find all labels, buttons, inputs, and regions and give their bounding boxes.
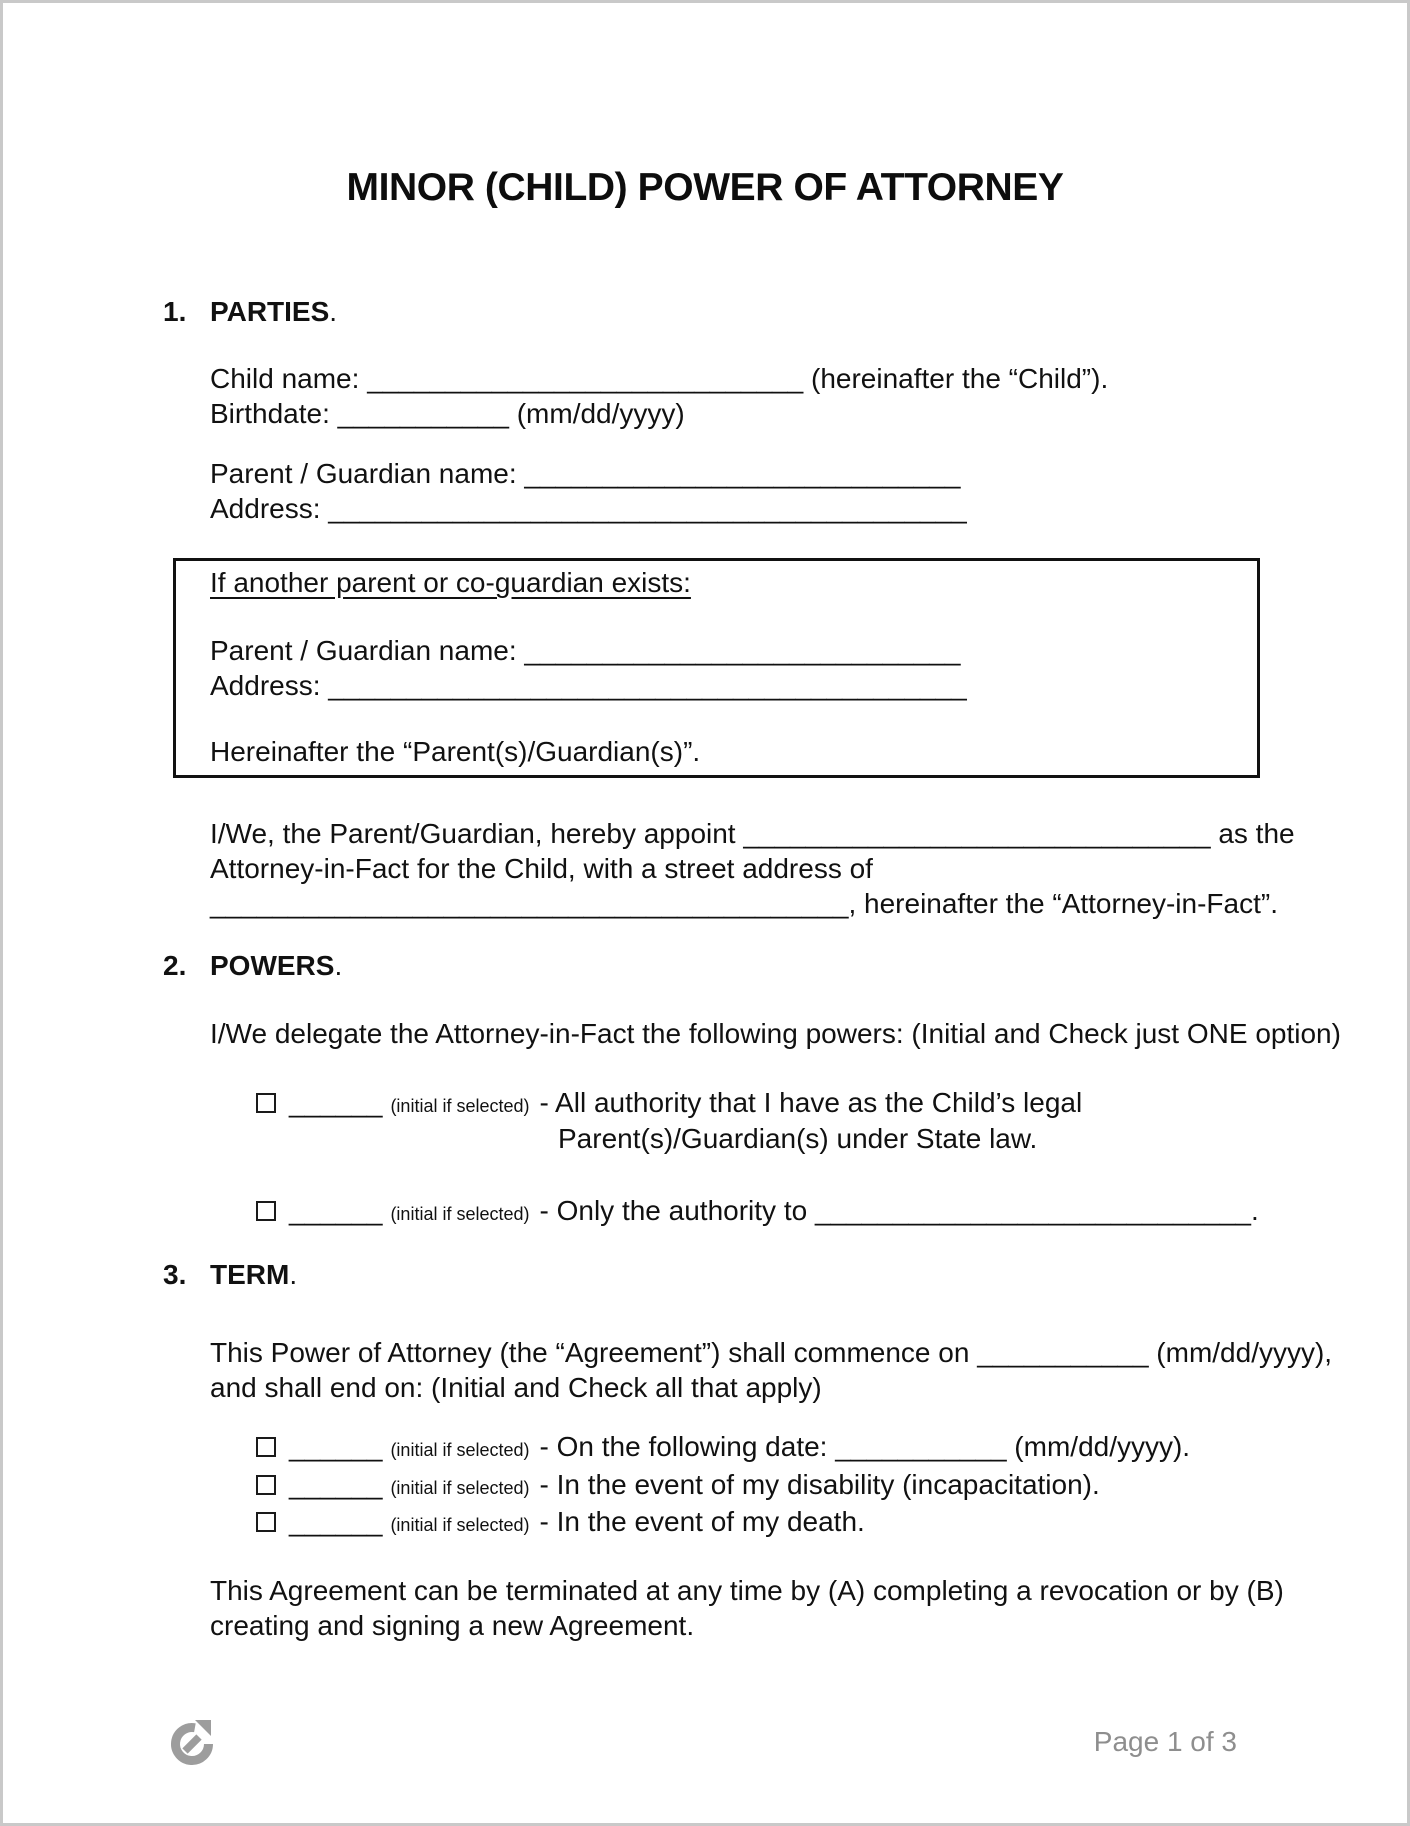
parent-guardian-name-line <box>210 456 960 491</box>
co-guardian-name-label: Parent / Guardian name: <box>210 635 525 666</box>
co-guardian-address-label: Address: <box>210 670 329 701</box>
birthdate-suffix: (mm/dd/yyyy) <box>508 398 685 429</box>
birthdate-line <box>210 396 685 431</box>
birthdate-label: Birthdate: <box>210 398 338 429</box>
section-powers-title: POWERS <box>210 950 335 981</box>
parent-guardian-address-line <box>210 491 967 526</box>
page-indicator: Page 1 of 3 <box>1093 1726 1237 1757</box>
section-term-heading <box>163 1257 297 1292</box>
death-initial-note: (initial if selected) <box>390 1515 530 1535</box>
all-authority-checkbox[interactable] <box>256 1093 276 1113</box>
circular-arrow-logo-icon <box>169 1753 215 1770</box>
eforms-logo <box>169 1716 215 1771</box>
end-date-text: - On the following date: <box>539 1431 836 1462</box>
attorney-in-fact-name-field[interactable]: ______________________________ <box>743 818 1211 849</box>
termination-paragraph-line2 <box>210 1608 694 1643</box>
appointment-line-2 <box>210 851 873 886</box>
appointment-line-3 <box>210 886 1278 921</box>
end-date-field[interactable]: ___________ <box>835 1431 1007 1462</box>
parents-guardians-hereinafter-text: Hereinafter the “Parent(s)/Guardian(s)”. <box>210 736 701 767</box>
death-initials-field[interactable]: ______ <box>289 1506 383 1537</box>
all-authority-initial-note: (initial if selected) <box>390 1096 530 1116</box>
option-death-row <box>256 1504 865 1543</box>
disability-initials-field[interactable]: ______ <box>289 1469 383 1500</box>
co-guardian-address-field[interactable]: _________________________________________ <box>328 670 967 701</box>
term-commencement-line <box>210 1335 1332 1370</box>
appointment-line-2-text: Attorney-in-Fact for the Child, with a street address of <box>210 853 873 884</box>
co-guardian-box-title <box>210 565 691 600</box>
termination-text-line2: creating and signing a new Agreement. <box>210 1610 695 1641</box>
co-guardian-box-title-text: If another parent or co-guardian exists: <box>210 567 691 598</box>
co-guardian-address-line <box>210 668 967 703</box>
section-parties-title: PARTIES <box>210 296 330 327</box>
all-authority-text-line2: Parent(s)/Guardian(s) under State law. <box>558 1123 1038 1154</box>
appointment-line-1 <box>210 816 1295 851</box>
birthdate-field[interactable]: ___________ <box>337 398 509 429</box>
section-parties-period: . <box>329 296 338 327</box>
child-name-label: Child name: <box>210 363 368 394</box>
appointment-pre-text: I/We, the Parent/Guardian, hereby appoint <box>210 818 744 849</box>
child-name-suffix: (hereinafter the “Child”). <box>803 363 1109 394</box>
death-checkbox[interactable] <box>256 1512 276 1532</box>
all-authority-text: - All authority that I have as the Child’s legal <box>539 1087 1083 1118</box>
section-term-number: 3. <box>163 1259 187 1290</box>
child-name-field[interactable]: ____________________________ <box>367 363 804 394</box>
term-commencement-pre: This Power of Attorney (the “Agreement”) shall commence on <box>210 1337 978 1368</box>
section-powers-period: . <box>334 950 343 981</box>
appointment-line-3-text: , hereinafter the “Attorney-in-Fact”. <box>848 888 1278 919</box>
disability-checkbox[interactable] <box>256 1475 276 1495</box>
all-authority-initials-field[interactable]: ______ <box>289 1087 383 1118</box>
termination-text-line1: This Agreement can be terminated at any time by (A) completing a revocation or by (B) <box>210 1575 1284 1606</box>
disability-initial-note: (initial if selected) <box>390 1478 530 1498</box>
only-authority-initial-note: (initial if selected) <box>390 1204 530 1224</box>
section-parties-heading <box>163 294 337 329</box>
only-authority-scope-field[interactable]: ____________________________ <box>814 1195 1251 1226</box>
child-name-line <box>210 361 1108 396</box>
option-end-date-row <box>256 1429 1190 1468</box>
termination-paragraph-line1 <box>210 1573 1284 1608</box>
document-title: MINOR (CHILD) POWER OF ATTORNEY <box>346 166 1064 209</box>
powers-intro <box>210 1016 1341 1051</box>
parent-guardian-name-field[interactable]: ____________________________ <box>524 458 961 489</box>
section-powers-number: 2. <box>163 950 187 981</box>
section-parties-number: 1. <box>163 296 187 327</box>
term-end-line <box>210 1370 822 1405</box>
only-authority-period: . <box>1251 1195 1259 1226</box>
option-all-authority-row <box>256 1085 1082 1124</box>
parents-guardians-hereinafter <box>210 734 700 769</box>
commencement-date-field[interactable]: ___________ <box>977 1337 1149 1368</box>
term-commencement-post: (mm/dd/yyyy), <box>1148 1337 1333 1368</box>
option-only-authority-row <box>256 1193 1259 1232</box>
parent-guardian-address-label: Address: <box>210 493 329 524</box>
only-authority-initials-field[interactable]: ______ <box>289 1195 383 1226</box>
parent-guardian-name-label: Parent / Guardian name: <box>210 458 525 489</box>
end-date-initials-field[interactable]: ______ <box>289 1431 383 1462</box>
powers-intro-text: I/We delegate the Attorney-in-Fact the following powers: (Initial and Check just ONE option) <box>210 1018 1341 1049</box>
attorney-in-fact-address-field[interactable]: _________________________________________ <box>210 888 849 919</box>
end-date-checkbox[interactable] <box>256 1437 276 1457</box>
only-authority-text: - Only the authority to <box>539 1195 815 1226</box>
disability-text: - In the event of my disability (incapacitation). <box>539 1469 1100 1500</box>
term-end-line-text: and shall end on: (Initial and Check all that apply) <box>210 1372 822 1403</box>
co-guardian-name-line <box>210 633 960 668</box>
parent-guardian-address-field[interactable]: _________________________________________ <box>328 493 967 524</box>
end-date-initial-note: (initial if selected) <box>390 1440 530 1460</box>
co-guardian-name-field[interactable]: ____________________________ <box>524 635 961 666</box>
section-term-title: TERM <box>210 1259 290 1290</box>
option-disability-row <box>256 1467 1100 1506</box>
end-date-suffix: (mm/dd/yyyy). <box>1006 1431 1191 1462</box>
section-powers-heading <box>163 948 342 983</box>
appointment-post-text: as the <box>1210 818 1295 849</box>
only-authority-checkbox[interactable] <box>256 1201 276 1221</box>
section-term-period: . <box>289 1259 298 1290</box>
death-text: - In the event of my death. <box>539 1506 865 1537</box>
option-all-authority-line2 <box>558 1121 1037 1156</box>
